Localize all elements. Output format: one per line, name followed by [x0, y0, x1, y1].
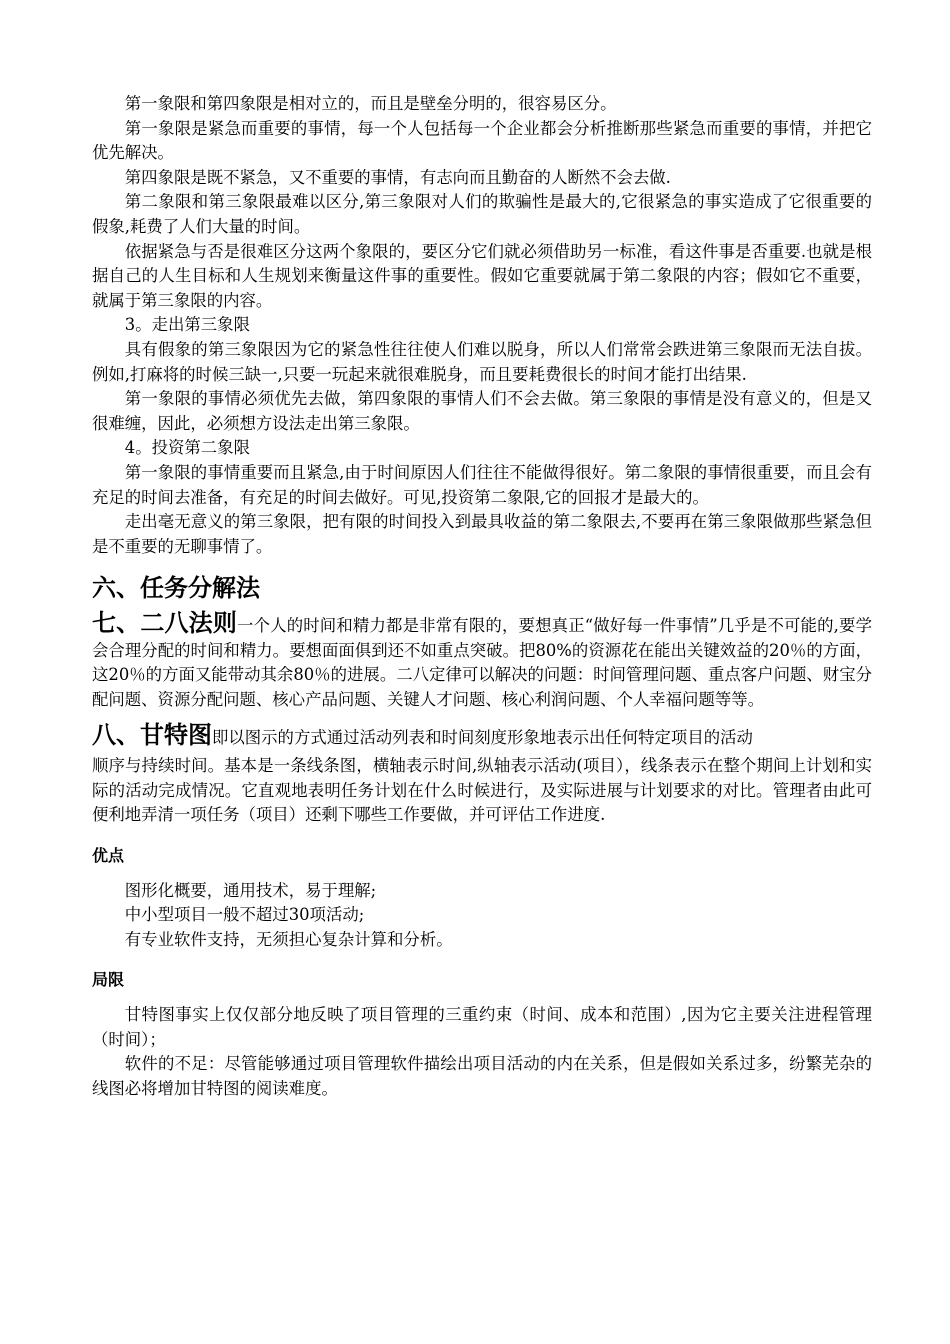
advantage-item: 中小型项目一般不超过30项活动; [124, 905, 365, 925]
section-seven [92, 611, 872, 712]
section-eight-text-rest: 顺序与持续时间。基本是一条线条图，横轴表示时间,纵轴表示活动(项目），线条表示在整个期间上计划和实际的活动完成情况。它直观地表明任务计划在什么时候进行，及实际进展与计划要求的对比。管理者由此可便利地弄清一项任务（项目）还剩下哪些工作要做，并可评估工作进度. [92, 756, 872, 825]
heading-advantages: 优点 [92, 846, 125, 866]
paragraph: 第一象限的事情重要而且紧急,由于时间原因人们往往不能做得很好。第二象限的事情很重要，而且会有充足的时间去准备，有充足的时间去做好。可见,投资第二象限,它的回报才是最大的。 [92, 462, 872, 507]
section-seven-text: 一个人的时间和精力都是非常有限的，要想真正“做好每一件事情”几乎是不可能的,要学会合理分配的时间和精力。要想面面俱到还不如重点突破。把80%的资源花在能出关键效益的20％的方面，这20％的方面又能带动其余80％的进展。二八定律可以解决的问题：时间管理问题、重点客户问题、财宝分配问题、资源分配问题、核心产品问题、关键人才问题、核心利润问题、个人幸福问题等等。 [92, 616, 873, 710]
advantage-item: 有专业软件支持，无须担心复杂计算和分析。 [124, 929, 453, 949]
paragraph: 第一象限的事情必须优先去做，第四象限的事情人们不会去做。第三象限的事情是没有意义的，但是又很难缠，因此，必须想方设法走出第三象限。 [92, 389, 872, 433]
paragraph: 第一象限是紧急而重要的事情，每一个人包括每一个企业都会分析推断那些紧急而重要的事情，并把它优先解决。 [92, 118, 872, 163]
paragraph: 第四象限是既不紧急，又不重要的事情，有志向而且勤奋的人断然不会去做. [124, 167, 671, 187]
heading-limitations: 局限 [92, 970, 125, 990]
paragraph: 走出毫无意义的第三象限，把有限的时间投入到最具收益的第二象限去,不要再在第三象限做那些紧急但是不重要的无聊事情了。 [92, 512, 872, 556]
subheading-step-4: 4。投资第二象限 [124, 438, 250, 458]
heading-section-eight: 八、甘特图 [92, 720, 212, 749]
advantage-item: 图形化概要，通用技术，易于理解; [124, 880, 377, 900]
document-page [92, 92, 872, 1101]
paragraph: 第二象限和第三象限最难以区分,第三象限对人们的欺骗性是最大的,它很紧急的事实造成了它很重要的假象,耗费了人们大量的时间。 [92, 192, 872, 236]
heading-section-seven: 七、二八法则 [92, 609, 238, 638]
limitation-item: 软件的不足：尽管能够通过项目管理软件描绘出项目活动的内在关系，但是假如关系过多，纷繁芜杂的线图必将增加甘特图的阅读难度。 [92, 1054, 872, 1098]
paragraph: 具有假象的第三象限因为它的紧急性往往使人们难以脱身，所以人们常常会跌进第三象限而无法自拔。例如,打麻将的时候三缺一,只要一玩起来就很难脱身，而且要耗费很长的时间才能打出结果. [92, 339, 872, 384]
section-eight [92, 720, 872, 751]
paragraph: 依据紧急与否是很难区分这两个象限的，要区分它们就必须借助另一标准，看这件事是否重要.也就是根据自己的人生目标和人生规划来衡量这件事的重要性。假如它重要就属于第二象限的内容；假如它不重要，就属于第三象限的内容。 [92, 241, 872, 310]
section-eight-text-first: 即以图示的方式通过活动列表和时间刻度形象地表示出任何特定项目的活动 [212, 727, 753, 747]
heading-section-six: 六、任务分解法 [92, 574, 260, 603]
limitation-item: 甘特图事实上仅仅部分地反映了项目管理的三重约束（时间、成本和范围）,因为它主要关注进程管理（时间）； [92, 1005, 872, 1049]
paragraph: 第一象限和第四象限是相对立的，而且是壁垒分明的，很容易区分。 [124, 94, 617, 113]
subheading-step-3: 3。走出第三象限 [124, 315, 250, 335]
